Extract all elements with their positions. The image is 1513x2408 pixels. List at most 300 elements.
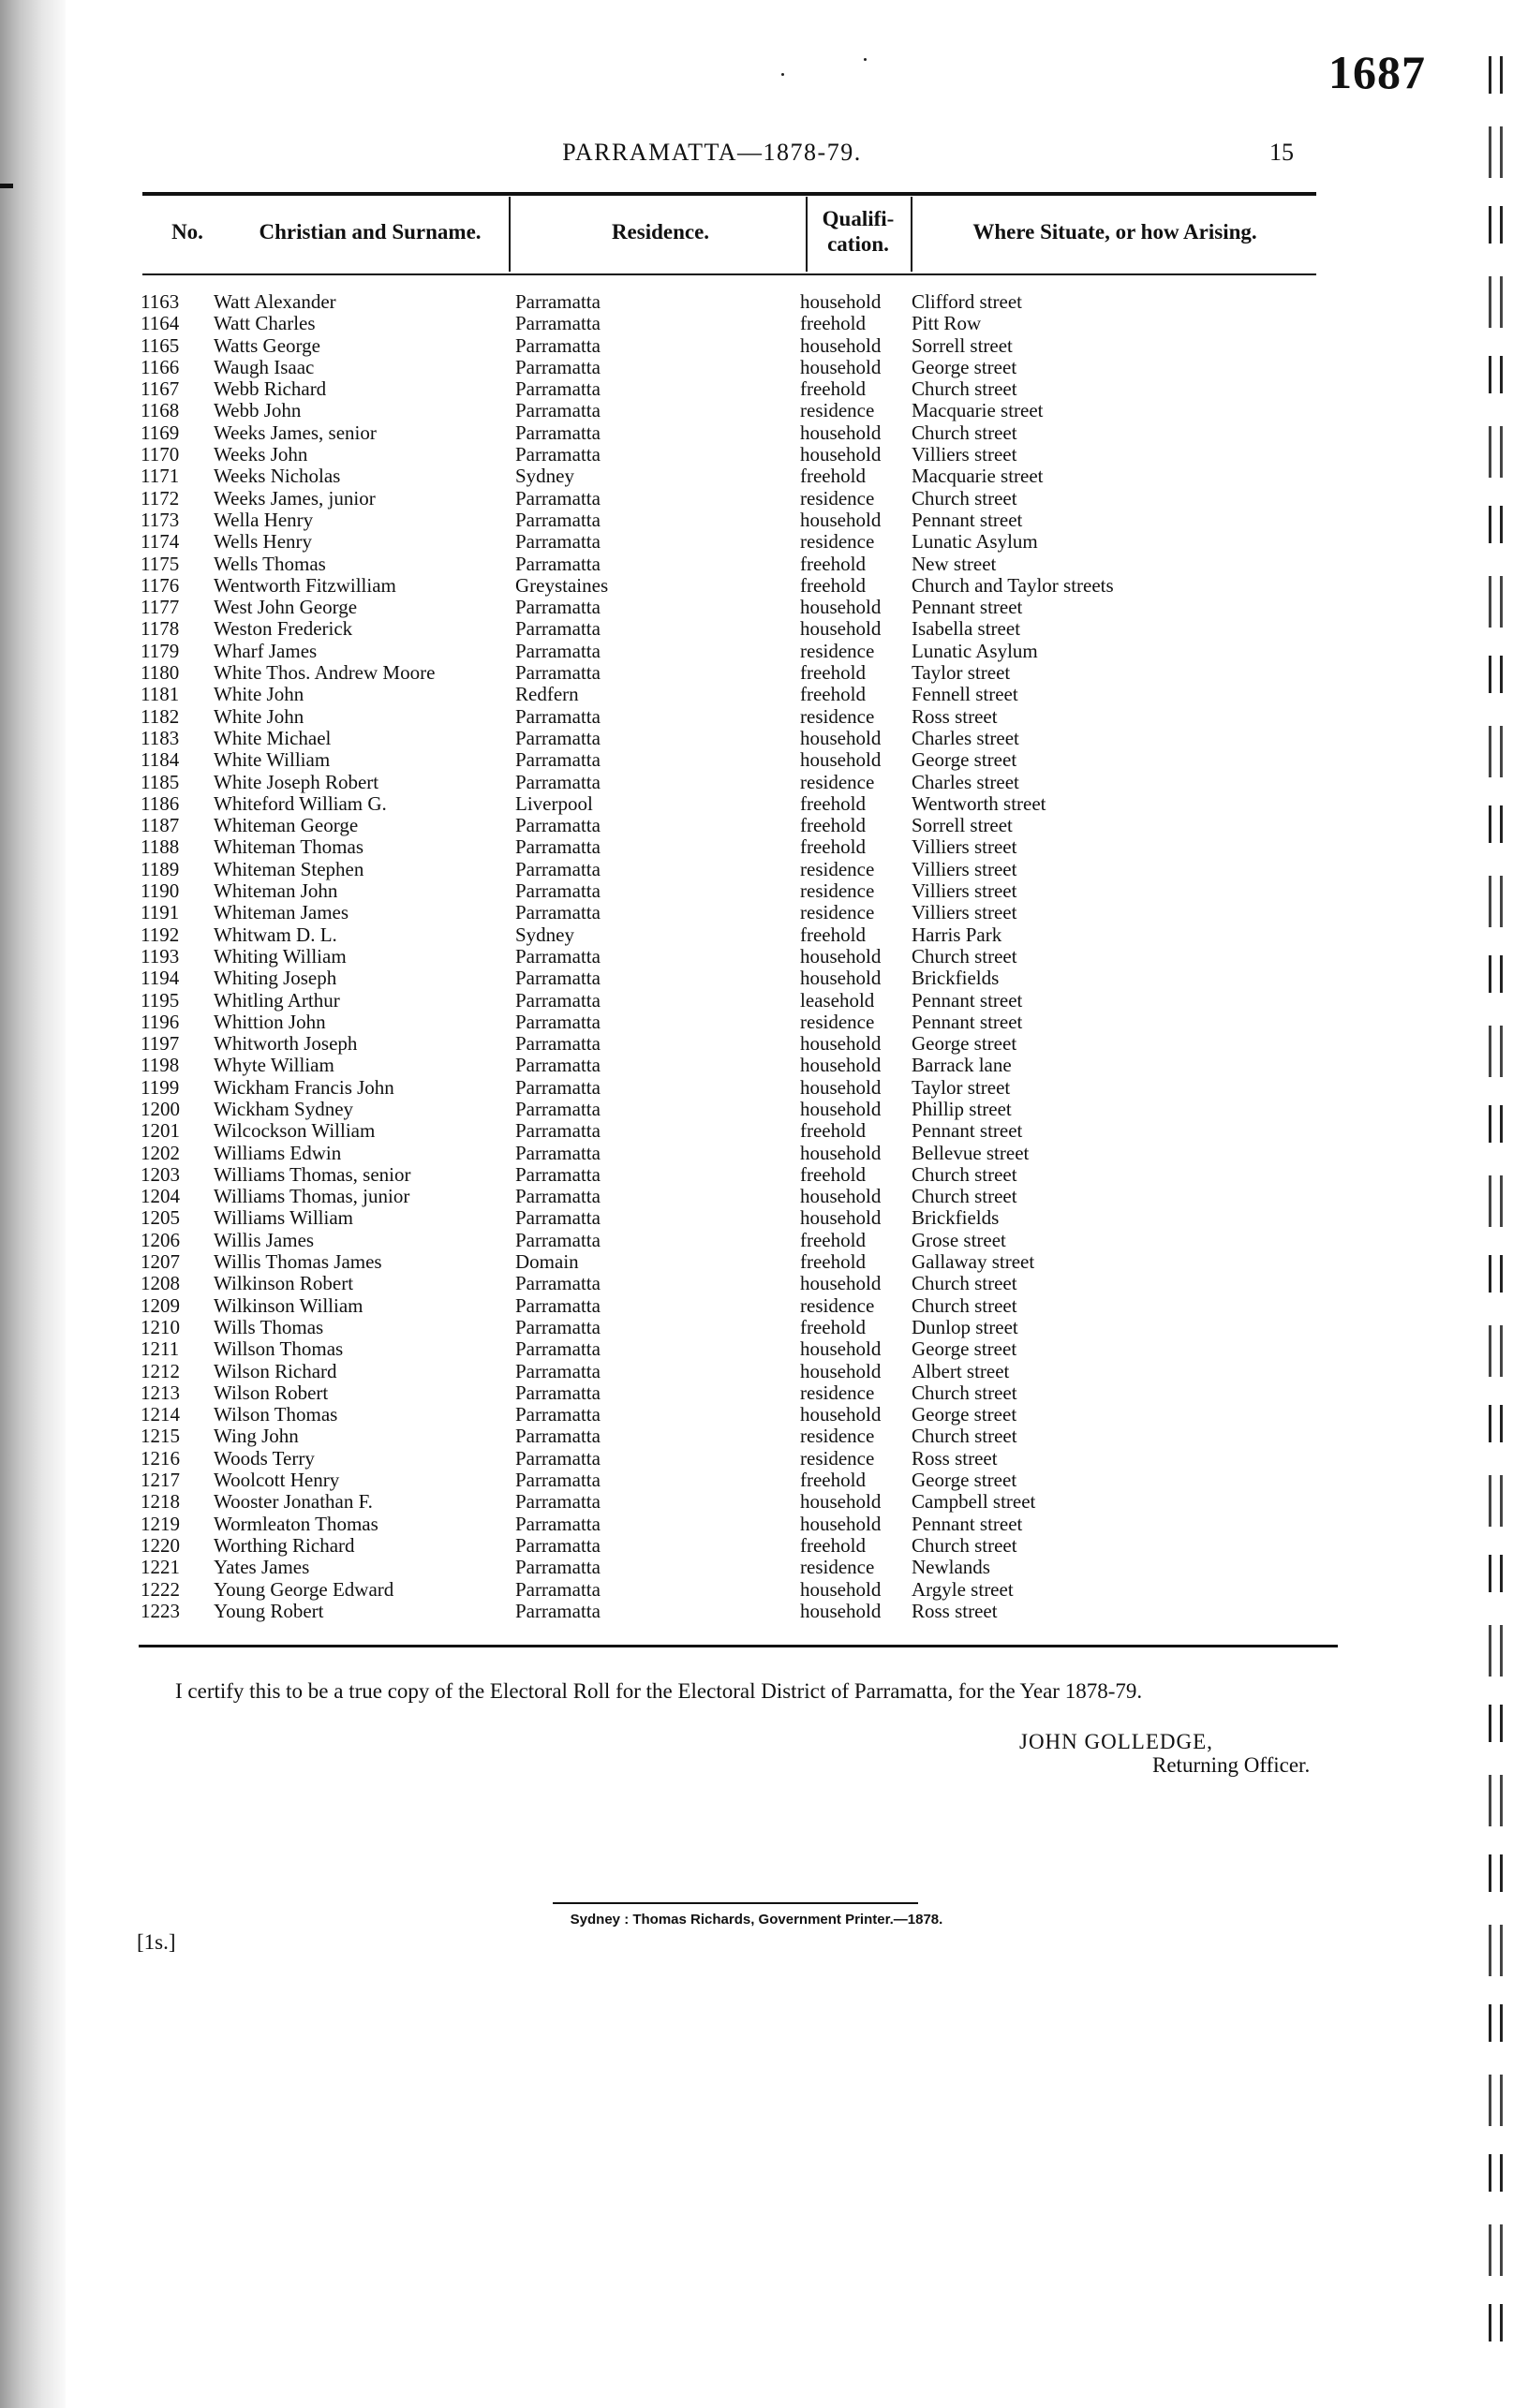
entry-qualification: freehold xyxy=(800,814,866,837)
list-item xyxy=(141,357,1218,378)
entry-name: Williams Thomas, senior xyxy=(214,1162,411,1186)
entry-residence: Parramatta xyxy=(515,552,601,575)
entry-where: Pennant street xyxy=(912,596,1023,619)
entry-number: 1170 xyxy=(141,443,180,466)
entry-where: Pennant street xyxy=(912,988,1023,1012)
entry-qualification: residence xyxy=(800,486,875,510)
entry-name: Webb Richard xyxy=(214,377,327,401)
entry-residence: Parramatta xyxy=(515,1577,601,1601)
entry-qualification: freehold xyxy=(800,1533,866,1557)
entry-number: 1194 xyxy=(141,967,180,990)
entry-where: George street xyxy=(912,1337,1017,1361)
entry-qualification: residence xyxy=(800,857,875,880)
officer-name: JOHN GOLLEDGE, xyxy=(1019,1730,1213,1753)
entry-residence: Parramatta xyxy=(515,967,601,990)
column-header-no: No. xyxy=(171,220,203,244)
table-bottom-rule xyxy=(139,1645,1338,1647)
entry-number: 1192 xyxy=(141,923,180,946)
entry-qualification: freehold xyxy=(800,573,866,597)
entry-number: 1200 xyxy=(141,1097,180,1120)
entry-number: 1205 xyxy=(141,1206,180,1230)
entry-qualification: household xyxy=(800,1599,882,1622)
entry-residence: Parramatta xyxy=(515,835,601,859)
entry-where: Albert street xyxy=(912,1359,1010,1382)
entry-name: Wickham Francis John xyxy=(214,1075,394,1099)
entry-residence: Parramatta xyxy=(515,1381,601,1404)
entry-where: Grose street xyxy=(912,1228,1006,1251)
entry-qualification: household xyxy=(800,1032,882,1056)
list-item xyxy=(141,815,1218,836)
entry-name: Whiteford William G. xyxy=(214,791,387,815)
entry-residence: Parramatta xyxy=(515,312,601,335)
entry-number: 1208 xyxy=(141,1272,180,1295)
entry-residence: Parramatta xyxy=(515,1162,601,1186)
entry-residence: Parramatta xyxy=(515,726,601,749)
list-item xyxy=(141,1579,1218,1601)
entry-name: White Michael xyxy=(214,726,332,749)
entry-number: 1215 xyxy=(141,1425,180,1448)
entry-qualification: household xyxy=(800,1359,882,1382)
entry-qualification: residence xyxy=(800,1010,875,1033)
entry-where: Brickfields xyxy=(912,1206,1000,1230)
entry-number: 1178 xyxy=(141,617,180,641)
entry-residence: Parramatta xyxy=(515,1403,601,1426)
entry-qualification: freehold xyxy=(800,1119,866,1143)
entry-number: 1195 xyxy=(141,988,180,1012)
entry-qualification: residence xyxy=(800,399,875,422)
entry-where: George street xyxy=(912,748,1017,772)
entry-qualification: freehold xyxy=(800,1162,866,1186)
entry-number: 1163 xyxy=(141,290,180,313)
entry-name: Whiteman James xyxy=(214,901,349,924)
folio-number: 1687 xyxy=(1328,46,1426,98)
entry-qualification: household xyxy=(800,421,882,444)
entry-name: Whittion John xyxy=(214,1010,326,1033)
column-header-qualification: Qualifi- cation. xyxy=(822,207,895,256)
entry-residence: Parramatta xyxy=(515,879,601,903)
entry-name: Weeks John xyxy=(214,443,308,466)
entry-name: Young Robert xyxy=(214,1599,324,1622)
entry-residence: Parramatta xyxy=(515,1141,601,1164)
entry-name: Whitwam D. L. xyxy=(214,923,337,946)
entry-number: 1181 xyxy=(141,683,180,706)
entry-name: Wharf James xyxy=(214,639,318,662)
entry-residence: Parramatta xyxy=(515,1010,601,1033)
entry-residence: Sydney xyxy=(515,923,574,946)
entry-number: 1175 xyxy=(141,552,180,575)
entry-number: 1216 xyxy=(141,1446,180,1470)
list-item xyxy=(141,1186,1218,1207)
list-item xyxy=(141,1491,1218,1513)
list-item xyxy=(141,1164,1218,1186)
entry-where: Church street xyxy=(912,486,1017,510)
entry-where: Villiers street xyxy=(912,835,1017,859)
entry-number: 1182 xyxy=(141,704,180,728)
entry-name: Watts George xyxy=(214,333,320,357)
entry-number: 1177 xyxy=(141,596,180,619)
entry-qualification: household xyxy=(800,1097,882,1120)
list-item xyxy=(141,618,1218,640)
entry-residence: Parramatta xyxy=(515,1206,601,1230)
entry-number: 1206 xyxy=(141,1228,180,1251)
page-number: 15 xyxy=(1269,139,1294,166)
scan-edge-line xyxy=(1500,56,1503,2342)
entry-where: Ross street xyxy=(912,1446,998,1470)
entry-where: Ross street xyxy=(912,704,998,728)
list-item xyxy=(141,1143,1218,1164)
entry-number: 1197 xyxy=(141,1032,180,1056)
entry-number: 1199 xyxy=(141,1075,180,1099)
entry-where: Macquarie street xyxy=(912,465,1044,488)
entry-qualification: household xyxy=(800,290,882,313)
electoral-roll-list xyxy=(141,291,1218,1622)
entry-number: 1164 xyxy=(141,312,180,335)
entry-number: 1213 xyxy=(141,1381,180,1404)
entry-residence: Parramatta xyxy=(515,486,601,510)
entry-qualification: freehold xyxy=(800,683,866,706)
entry-name: White John xyxy=(214,683,304,706)
list-item xyxy=(141,859,1218,880)
entry-name: White John xyxy=(214,704,304,728)
list-item xyxy=(141,597,1218,618)
entry-number: 1193 xyxy=(141,944,180,968)
entry-qualification: household xyxy=(800,1577,882,1601)
header-bottom-rule xyxy=(142,273,1316,275)
list-item xyxy=(141,1317,1218,1338)
entry-name: Whiting Joseph xyxy=(214,967,337,990)
entry-where: Clifford street xyxy=(912,290,1023,313)
entry-number: 1201 xyxy=(141,1119,180,1143)
list-item xyxy=(141,1012,1218,1033)
list-item xyxy=(141,1361,1218,1382)
entry-where: Church street xyxy=(912,944,1017,968)
entry-where: Campbell street xyxy=(912,1490,1036,1514)
entry-where: George street xyxy=(912,1469,1017,1492)
entry-name: Whiteman John xyxy=(214,879,338,903)
entry-number: 1165 xyxy=(141,333,180,357)
list-item xyxy=(141,488,1218,510)
entry-number: 1219 xyxy=(141,1512,180,1535)
entry-residence: Parramatta xyxy=(515,333,601,357)
entry-residence: Parramatta xyxy=(515,704,601,728)
list-item xyxy=(141,749,1218,771)
entry-name: Whiteman Thomas xyxy=(214,835,363,859)
list-item xyxy=(141,313,1218,334)
entry-name: Wells Henry xyxy=(214,530,313,554)
entry-qualification: household xyxy=(800,1185,882,1208)
column-divider xyxy=(509,197,511,272)
entry-number: 1176 xyxy=(141,573,180,597)
entry-qualification: residence xyxy=(800,879,875,903)
entry-qualification: residence xyxy=(800,1556,875,1579)
entry-qualification: freehold xyxy=(800,1250,866,1274)
list-item xyxy=(141,684,1218,705)
list-item xyxy=(141,946,1218,968)
entry-residence: Parramatta xyxy=(515,1315,601,1338)
list-item xyxy=(141,662,1218,684)
entry-residence: Parramatta xyxy=(515,1272,601,1295)
column-divider xyxy=(911,197,912,272)
entry-number: 1217 xyxy=(141,1469,180,1492)
list-item xyxy=(141,880,1218,902)
list-item xyxy=(141,706,1218,728)
entry-residence: Parramatta xyxy=(515,1075,601,1099)
entry-where: Harris Park xyxy=(912,923,1002,946)
entry-number: 1202 xyxy=(141,1141,180,1164)
entry-where: Church street xyxy=(912,1162,1017,1186)
entry-number: 1187 xyxy=(141,814,180,837)
entry-number: 1211 xyxy=(141,1337,180,1361)
entry-where: Brickfields xyxy=(912,967,1000,990)
entry-residence: Parramatta xyxy=(515,1359,601,1382)
entry-where: Fennell street xyxy=(912,683,1018,706)
entry-qualification: household xyxy=(800,596,882,619)
entry-residence: Parramatta xyxy=(515,1599,601,1622)
entry-name: Wilcockson William xyxy=(214,1119,376,1143)
entry-residence: Parramatta xyxy=(515,988,601,1012)
entry-qualification: freehold xyxy=(800,923,866,946)
entry-where: Pennant street xyxy=(912,1010,1023,1033)
entry-residence: Parramatta xyxy=(515,639,601,662)
entry-where: Charles street xyxy=(912,770,1019,793)
list-item xyxy=(141,531,1218,553)
entry-name: Wilson Robert xyxy=(214,1381,329,1404)
entry-number: 1223 xyxy=(141,1599,180,1622)
print-speck xyxy=(864,58,867,61)
entry-qualification: household xyxy=(800,617,882,641)
entry-residence: Parramatta xyxy=(515,443,601,466)
list-item xyxy=(141,1557,1218,1578)
list-item xyxy=(141,1426,1218,1447)
entry-residence: Parramatta xyxy=(515,661,601,685)
entry-number: 1169 xyxy=(141,421,180,444)
entry-qualification: freehold xyxy=(800,377,866,401)
entry-where: Church street xyxy=(912,1381,1017,1404)
entry-name: Willson Thomas xyxy=(214,1337,344,1361)
entry-name: Watt Alexander xyxy=(214,290,336,313)
list-item xyxy=(141,836,1218,858)
entry-qualification: freehold xyxy=(800,1315,866,1338)
entry-where: Villiers street xyxy=(912,879,1017,903)
entry-where: Church street xyxy=(912,1272,1017,1295)
entry-qualification: household xyxy=(800,1054,882,1077)
entry-where: Phillip street xyxy=(912,1097,1012,1120)
entry-where: Villiers street xyxy=(912,443,1017,466)
entry-residence: Parramatta xyxy=(515,814,601,837)
entry-residence: Sydney xyxy=(515,465,574,488)
entry-name: Weston Frederick xyxy=(214,617,353,641)
list-item xyxy=(141,1382,1218,1404)
entry-where: Newlands xyxy=(912,1556,990,1579)
printer-imprint: Sydney : Thomas Richards, Government Printer.—1878. xyxy=(570,1912,943,1928)
entry-residence: Parramatta xyxy=(515,596,601,619)
entry-name: White Thos. Andrew Moore xyxy=(214,661,436,685)
entry-number: 1166 xyxy=(141,355,180,378)
entry-number: 1172 xyxy=(141,486,180,510)
entry-name: Weeks Nicholas xyxy=(214,465,341,488)
entry-residence: Parramatta xyxy=(515,290,601,313)
entry-name: Wilson Richard xyxy=(214,1359,337,1382)
entry-where: Charles street xyxy=(912,726,1019,749)
entry-name: Williams Edwin xyxy=(214,1141,342,1164)
entry-name: Wormleaton Thomas xyxy=(214,1512,378,1535)
list-item xyxy=(141,1055,1218,1076)
entry-name: Yates James xyxy=(214,1556,310,1579)
entry-where: Bellevue street xyxy=(912,1141,1030,1164)
entry-where: Church and Taylor streets xyxy=(912,573,1114,597)
entry-name: Williams Thomas, junior xyxy=(214,1185,410,1208)
entry-residence: Parramatta xyxy=(515,421,601,444)
print-speck xyxy=(781,73,784,76)
entry-qualification: household xyxy=(800,1206,882,1230)
entry-qualification: household xyxy=(800,944,882,968)
entry-name: Young George Edward xyxy=(214,1577,394,1601)
entry-qualification: freehold xyxy=(800,552,866,575)
price: [1s.] xyxy=(137,1930,176,1954)
entry-qualification: freehold xyxy=(800,835,866,859)
entry-name: Willis Thomas James xyxy=(214,1250,382,1274)
entry-number: 1222 xyxy=(141,1577,180,1601)
list-item xyxy=(141,1120,1218,1142)
column-header-name: Christian and Surname. xyxy=(259,220,482,244)
entry-qualification: residence xyxy=(800,901,875,924)
entry-residence: Parramatta xyxy=(515,1054,601,1077)
entry-where: George street xyxy=(912,355,1017,378)
entry-name: Webb John xyxy=(214,399,302,422)
entry-where: Isabella street xyxy=(912,617,1021,641)
entry-name: Worthing Richard xyxy=(214,1533,355,1557)
entry-number: 1191 xyxy=(141,901,180,924)
entry-name: Whitling Arthur xyxy=(214,988,340,1012)
entry-number: 1173 xyxy=(141,508,180,531)
entry-where: New street xyxy=(912,552,997,575)
entry-where: Sorrell street xyxy=(912,814,1013,837)
entry-qualification: residence xyxy=(800,1381,875,1404)
entry-number: 1204 xyxy=(141,1185,180,1208)
list-item xyxy=(141,1338,1218,1360)
entry-where: George street xyxy=(912,1032,1017,1056)
entry-residence: Parramatta xyxy=(515,377,601,401)
entry-number: 1210 xyxy=(141,1315,180,1338)
entry-where: Church street xyxy=(912,1533,1017,1557)
entry-number: 1220 xyxy=(141,1533,180,1557)
entry-where: Ross street xyxy=(912,1599,998,1622)
entry-where: Villiers street xyxy=(912,901,1017,924)
entry-qualification: freehold xyxy=(800,661,866,685)
header-top-rule xyxy=(142,192,1316,196)
list-item xyxy=(141,291,1218,313)
entry-name: Watt Charles xyxy=(214,312,316,335)
entry-residence: Parramatta xyxy=(515,508,601,531)
entry-where: Barrack lane xyxy=(912,1054,1012,1077)
entry-residence: Liverpool xyxy=(515,791,593,815)
entry-residence: Parramatta xyxy=(515,1097,601,1120)
entry-qualification: household xyxy=(800,333,882,357)
list-item xyxy=(141,335,1218,357)
entry-where: Argyle street xyxy=(912,1577,1014,1601)
entry-name: Whiteman George xyxy=(214,814,359,837)
list-item xyxy=(141,1514,1218,1535)
entry-qualification: household xyxy=(800,1272,882,1295)
list-item xyxy=(141,554,1218,575)
entry-qualification: freehold xyxy=(800,791,866,815)
entry-qualification: residence xyxy=(800,1425,875,1448)
entry-residence: Parramatta xyxy=(515,1533,601,1557)
list-item xyxy=(141,1033,1218,1055)
scan-edge-line xyxy=(1489,56,1491,2342)
entry-qualification: residence xyxy=(800,1293,875,1317)
list-item xyxy=(141,422,1218,444)
entry-where: Pennant street xyxy=(912,1119,1023,1143)
entry-residence: Parramatta xyxy=(515,1512,601,1535)
entry-number: 1209 xyxy=(141,1293,180,1317)
officer-title: Returning Officer. xyxy=(1152,1753,1311,1777)
entry-name: Wentworth Fitzwilliam xyxy=(214,573,396,597)
entry-residence: Parramatta xyxy=(515,530,601,554)
list-item xyxy=(141,968,1218,989)
list-item xyxy=(141,793,1218,815)
entry-residence: Parramatta xyxy=(515,1032,601,1056)
entry-number: 1198 xyxy=(141,1054,180,1077)
entry-qualification: freehold xyxy=(800,1228,866,1251)
entry-name: West John George xyxy=(214,596,358,619)
entry-qualification: residence xyxy=(800,770,875,793)
entry-name: Wilkinson William xyxy=(214,1293,363,1317)
list-item xyxy=(141,1207,1218,1229)
entry-number: 1203 xyxy=(141,1162,180,1186)
entry-qualification: household xyxy=(800,1141,882,1164)
entry-name: Wills Thomas xyxy=(214,1315,324,1338)
entry-name: Wickham Sydney xyxy=(214,1097,354,1120)
list-item xyxy=(141,465,1218,487)
list-item xyxy=(141,1404,1218,1426)
entry-name: Wing John xyxy=(214,1425,299,1448)
list-item xyxy=(141,902,1218,923)
entry-name: Whiting William xyxy=(214,944,347,968)
entry-residence: Parramatta xyxy=(515,1228,601,1251)
entry-where: Macquarie street xyxy=(912,399,1044,422)
entry-name: Whyte William xyxy=(214,1054,334,1077)
entry-qualification: residence xyxy=(800,1446,875,1470)
entry-where: Pitt Row xyxy=(912,312,982,335)
list-item xyxy=(141,772,1218,793)
scan-binding-edge xyxy=(0,0,66,2408)
entry-residence: Parramatta xyxy=(515,1556,601,1579)
list-item xyxy=(141,641,1218,662)
list-item xyxy=(141,1273,1218,1294)
list-item xyxy=(141,510,1218,531)
entry-number: 1179 xyxy=(141,639,180,662)
entry-number: 1168 xyxy=(141,399,180,422)
entry-residence: Parramatta xyxy=(515,1293,601,1317)
entry-qualification: household xyxy=(800,443,882,466)
entry-number: 1212 xyxy=(141,1359,180,1382)
scan-right-edge xyxy=(1481,0,1513,2408)
entry-where: Taylor street xyxy=(912,661,1011,685)
entry-qualification: household xyxy=(800,1403,882,1426)
entry-residence: Parramatta xyxy=(515,617,601,641)
list-item xyxy=(141,1470,1218,1491)
entry-residence: Parramatta xyxy=(515,1119,601,1143)
list-item xyxy=(141,924,1218,946)
entry-number: 1188 xyxy=(141,835,180,859)
entry-where: Dunlop street xyxy=(912,1315,1018,1338)
entry-residence: Parramatta xyxy=(515,1185,601,1208)
entry-residence: Parramatta xyxy=(515,857,601,880)
entry-where: George street xyxy=(912,1403,1017,1426)
entry-name: Wilson Thomas xyxy=(214,1403,338,1426)
entry-qualification: freehold xyxy=(800,1469,866,1492)
